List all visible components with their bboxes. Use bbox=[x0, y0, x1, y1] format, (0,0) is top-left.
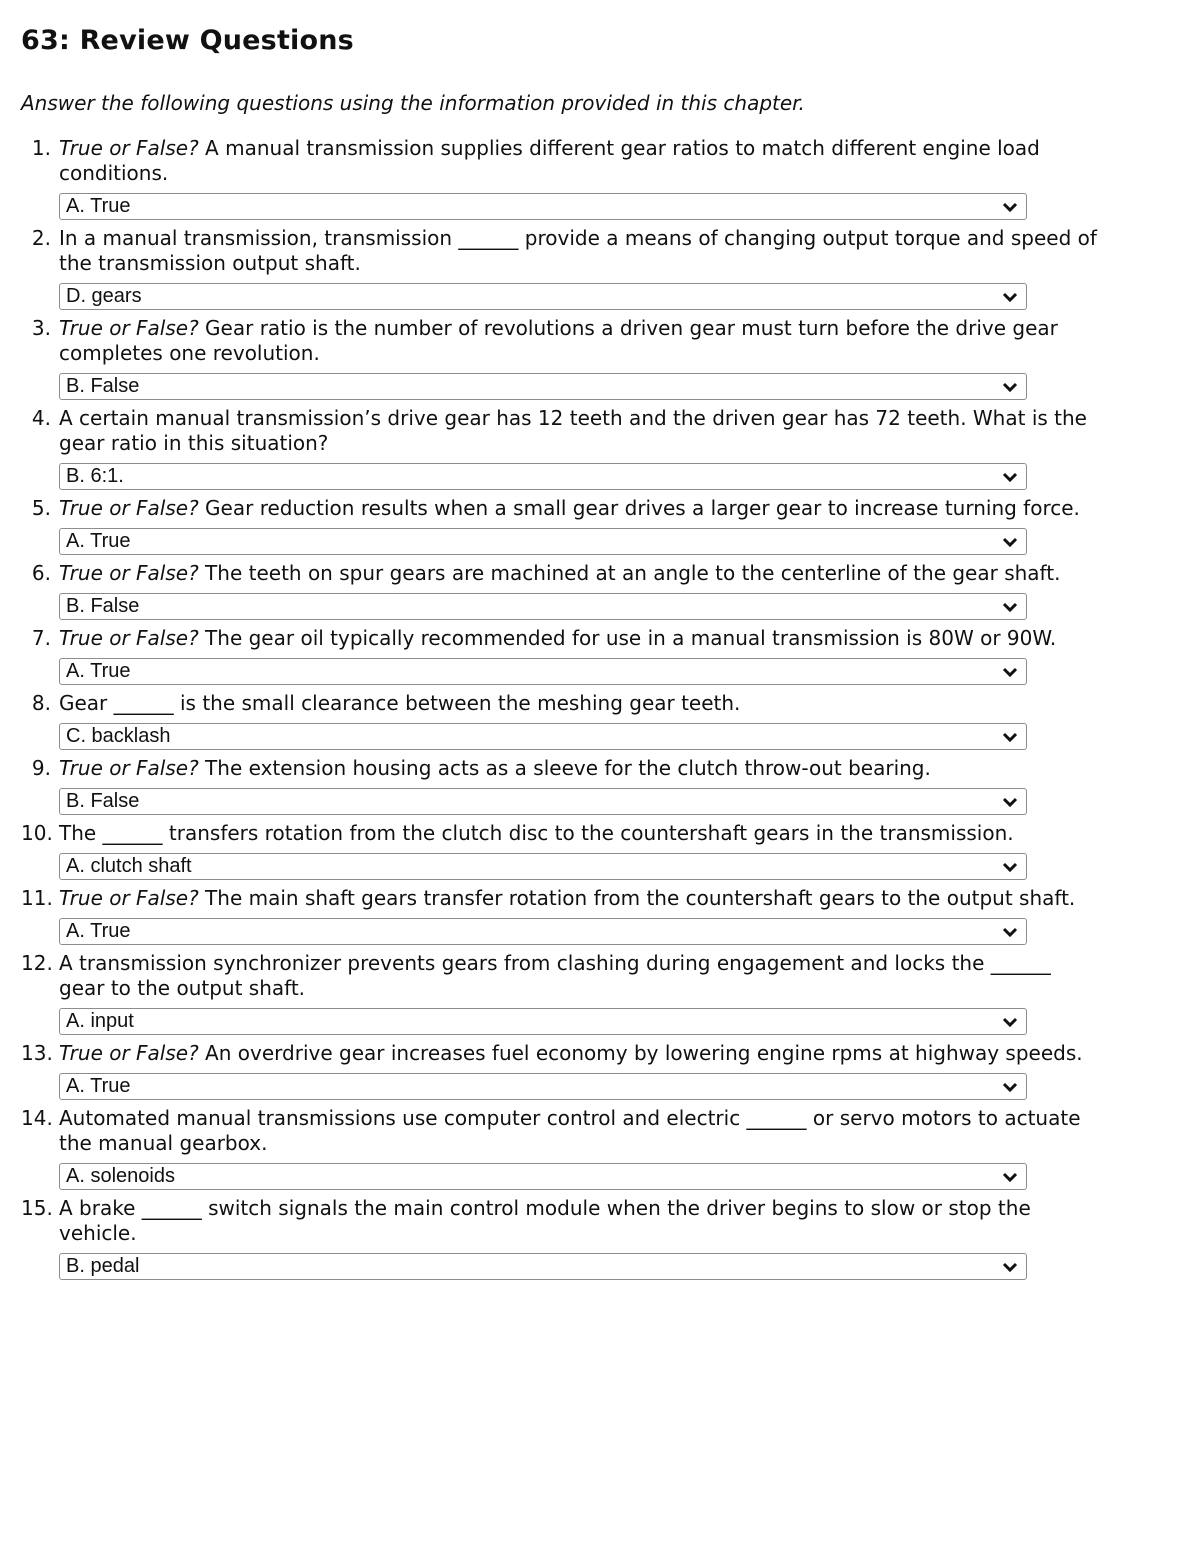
question-number: 15. bbox=[21, 1196, 53, 1220]
question-item bbox=[21, 756, 1180, 815]
selected-answer: A. True bbox=[66, 660, 131, 682]
selected-answer: A. True bbox=[66, 530, 131, 552]
question-body: The gear oil typically recommended for use in a manual transmission is 80W or 90W. bbox=[198, 626, 1057, 650]
question-body: Gear ratio is the number of revolutions a driven gear must turn before the drive gear completes one revolution. bbox=[59, 316, 1058, 365]
chevron-down-icon bbox=[1002, 664, 1018, 680]
answer-select[interactable] bbox=[59, 658, 1027, 685]
question-item bbox=[21, 226, 1180, 310]
question-text bbox=[59, 226, 1099, 276]
question-item bbox=[21, 561, 1180, 620]
selected-answer: B. False bbox=[66, 790, 140, 812]
question-text bbox=[59, 316, 1099, 366]
true-false-label: True or False? bbox=[59, 316, 199, 340]
question-text bbox=[59, 886, 1099, 911]
question-body: Gear ______ is the small clearance between the meshing gear teeth. bbox=[59, 691, 741, 715]
question-item bbox=[21, 691, 1180, 750]
question-number: 7. bbox=[31, 626, 51, 650]
selected-answer: B. pedal bbox=[66, 1255, 140, 1277]
question-text bbox=[59, 136, 1099, 186]
question-text bbox=[59, 626, 1099, 651]
question-body: A certain manual transmission’s drive gear has 12 teeth and the driven gear has 72 teeth. What is the gear ratio in this situation? bbox=[59, 406, 1087, 455]
question-item bbox=[21, 1106, 1180, 1190]
question-number: 1. bbox=[31, 136, 51, 160]
chevron-down-icon bbox=[1002, 924, 1018, 940]
question-body: The main shaft gears transfer rotation from the countershaft gears to the output shaft. bbox=[198, 886, 1076, 910]
question-item bbox=[21, 1041, 1180, 1100]
question-item bbox=[21, 626, 1180, 685]
question-list bbox=[21, 136, 1180, 1280]
question-text bbox=[59, 1106, 1099, 1156]
answer-select[interactable] bbox=[59, 193, 1027, 220]
chevron-down-icon bbox=[1002, 599, 1018, 615]
chevron-down-icon bbox=[1002, 469, 1018, 485]
question-number: 13. bbox=[21, 1041, 53, 1065]
answer-select[interactable] bbox=[59, 373, 1027, 400]
answer-select[interactable] bbox=[59, 463, 1027, 490]
true-false-label: True or False? bbox=[59, 626, 199, 650]
selected-answer: B. False bbox=[66, 375, 140, 397]
chevron-down-icon bbox=[1002, 379, 1018, 395]
instructions: Answer the following questions using the information provided in this chapter. bbox=[21, 91, 805, 115]
question-number: 6. bbox=[31, 561, 51, 585]
question-item bbox=[21, 496, 1180, 555]
question-number: 14. bbox=[21, 1106, 53, 1130]
chevron-down-icon bbox=[1002, 729, 1018, 745]
question-body: The teeth on spur gears are machined at an angle to the centerline of the gear shaft. bbox=[198, 561, 1061, 585]
question-number: 10. bbox=[21, 821, 53, 845]
chevron-down-icon bbox=[1002, 534, 1018, 550]
question-text bbox=[59, 691, 1099, 716]
question-text bbox=[59, 496, 1099, 521]
true-false-label: True or False? bbox=[59, 496, 199, 520]
selected-answer: D. gears bbox=[66, 285, 142, 307]
question-item bbox=[21, 886, 1180, 945]
question-number: 4. bbox=[31, 406, 51, 430]
question-item bbox=[21, 316, 1180, 400]
selected-answer: A. solenoids bbox=[66, 1165, 175, 1187]
question-text bbox=[59, 1196, 1099, 1246]
answer-select[interactable] bbox=[59, 1163, 1027, 1190]
chevron-down-icon bbox=[1002, 794, 1018, 810]
question-text bbox=[59, 406, 1099, 456]
question-body: The ______ transfers rotation from the clutch disc to the countershaft gears in the transmission. bbox=[59, 821, 1014, 845]
question-body: A brake ______ switch signals the main control module when the driver begins to slow or stop the vehicle. bbox=[59, 1196, 1031, 1245]
question-text bbox=[59, 951, 1099, 1001]
question-text bbox=[59, 821, 1099, 846]
question-number: 11. bbox=[21, 886, 53, 910]
question-text bbox=[59, 561, 1099, 586]
page-title: 63: Review Questions bbox=[21, 25, 354, 56]
true-false-label: True or False? bbox=[59, 1041, 199, 1065]
answer-select[interactable] bbox=[59, 283, 1027, 310]
question-item bbox=[21, 406, 1180, 490]
answer-select[interactable] bbox=[59, 1073, 1027, 1100]
selected-answer: A. True bbox=[66, 195, 131, 217]
question-body: An overdrive gear increases fuel economy by lowering engine rpms at highway speeds. bbox=[198, 1041, 1083, 1065]
selected-answer: A. input bbox=[66, 1010, 134, 1032]
true-false-label: True or False? bbox=[59, 561, 199, 585]
selected-answer: B. False bbox=[66, 595, 140, 617]
question-number: 9. bbox=[31, 756, 51, 780]
answer-select[interactable] bbox=[59, 853, 1027, 880]
selected-answer: A. clutch shaft bbox=[66, 855, 192, 877]
question-text bbox=[59, 756, 1099, 781]
answer-select[interactable] bbox=[59, 788, 1027, 815]
chevron-down-icon bbox=[1002, 1259, 1018, 1275]
question-body: In a manual transmission, transmission ______ provide a means of changing output torque and speed of the transmission output shaft. bbox=[59, 226, 1097, 275]
selected-answer: A. True bbox=[66, 920, 131, 942]
question-item bbox=[21, 821, 1180, 880]
chevron-down-icon bbox=[1002, 1079, 1018, 1095]
question-body: A manual transmission supplies different gear ratios to match different engine load conditions. bbox=[59, 136, 1040, 185]
question-item bbox=[21, 136, 1180, 220]
answer-select[interactable] bbox=[59, 528, 1027, 555]
chevron-down-icon bbox=[1002, 289, 1018, 305]
question-body: Gear reduction results when a small gear drives a larger gear to increase turning force. bbox=[198, 496, 1080, 520]
question-body: Automated manual transmissions use computer control and electric ______ or servo motors to actuate the manual gearbox. bbox=[59, 1106, 1081, 1155]
selected-answer: B. 6:1. bbox=[66, 465, 124, 487]
question-text bbox=[59, 1041, 1099, 1066]
true-false-label: True or False? bbox=[59, 756, 199, 780]
answer-select[interactable] bbox=[59, 593, 1027, 620]
question-body: The extension housing acts as a sleeve for the clutch throw-out bearing. bbox=[198, 756, 931, 780]
answer-select[interactable] bbox=[59, 723, 1027, 750]
selected-answer: A. True bbox=[66, 1075, 131, 1097]
question-number: 8. bbox=[31, 691, 51, 715]
question-item bbox=[21, 1196, 1180, 1280]
chevron-down-icon bbox=[1002, 859, 1018, 875]
question-number: 2. bbox=[31, 226, 51, 250]
answer-select[interactable] bbox=[59, 1253, 1027, 1280]
question-number: 5. bbox=[31, 496, 51, 520]
question-body: A transmission synchronizer prevents gears from clashing during engagement and locks the ______ gear to the output shaft. bbox=[59, 951, 1051, 1000]
question-item bbox=[21, 951, 1180, 1035]
true-false-label: True or False? bbox=[59, 136, 199, 160]
true-false-label: True or False? bbox=[59, 886, 199, 910]
answer-select[interactable] bbox=[59, 918, 1027, 945]
chevron-down-icon bbox=[1002, 1169, 1018, 1185]
selected-answer: C. backlash bbox=[66, 725, 171, 747]
question-number: 12. bbox=[21, 951, 53, 975]
question-number: 3. bbox=[31, 316, 51, 340]
answer-select[interactable] bbox=[59, 1008, 1027, 1035]
chevron-down-icon bbox=[1002, 199, 1018, 215]
chevron-down-icon bbox=[1002, 1014, 1018, 1030]
